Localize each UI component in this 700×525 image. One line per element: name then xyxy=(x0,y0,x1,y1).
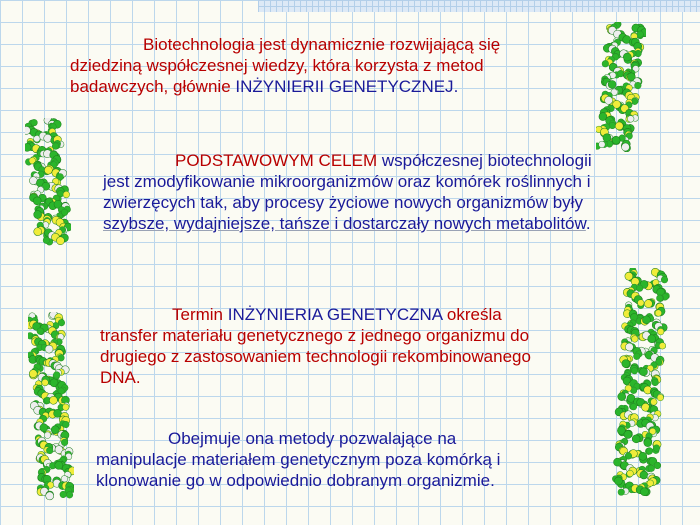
text-line: DNA. xyxy=(100,368,141,387)
paragraph-methods xyxy=(96,428,500,491)
text-fragment: określa xyxy=(442,305,502,324)
highlight-genetic-engineering-term: INŻYNIERIA GENETYCZNA xyxy=(227,305,443,324)
highlight-genetic-engineering: INŻYNIERII GENETYCZNEJ xyxy=(235,77,454,96)
text-fragment: Termin xyxy=(172,305,228,324)
paragraph-biotechnology-intro xyxy=(70,34,500,97)
text-line: klonowanie go w odpowiednio dobranym organizmie. xyxy=(96,471,495,490)
top-decorative-band xyxy=(258,0,700,12)
highlight-main-goal: PODSTAWOWYM CELEM xyxy=(175,151,378,170)
dna-helix-icon xyxy=(28,312,74,502)
text-line: transfer materiału genetycznego z jednego organizmu do xyxy=(100,326,530,345)
text-fragment: współczesnej biotechnologii xyxy=(377,151,592,170)
text-line: zwierzęcych tak, aby procesy życiowe nowych organizmów były xyxy=(103,193,583,212)
text-line: dziedziną współczesnej wiedzy, która korzysta z metod xyxy=(70,56,484,75)
dna-helix-icon xyxy=(25,118,71,246)
text-line: drugiego z zastosowaniem technologii rekombinowanego xyxy=(100,347,531,366)
text-fragment: . xyxy=(585,214,591,233)
text-fragment: badawczych, głównie xyxy=(70,77,236,96)
text-line: Biotechnologia jest dynamicznie rozwijającą się xyxy=(143,35,501,54)
text-fragment: szybsze, wydajniejsze, tańsze i dostarczały nowych metabolitów xyxy=(103,214,586,233)
text-line: Obejmuje ona metody pozwalające na xyxy=(168,429,457,448)
paragraph-main-goal xyxy=(103,150,592,234)
text-line: manipulacje materiałem genetycznym poza komórką i xyxy=(96,450,501,469)
dna-helix-icon xyxy=(596,22,646,130)
dna-helix-icon xyxy=(612,268,670,498)
text-fragment: . xyxy=(453,77,459,96)
text-line: jest zmodyfikowanie mikroorganizmów oraz komórek roślinnych i xyxy=(103,172,591,191)
paragraph-genetic-engineering-term xyxy=(100,304,531,388)
